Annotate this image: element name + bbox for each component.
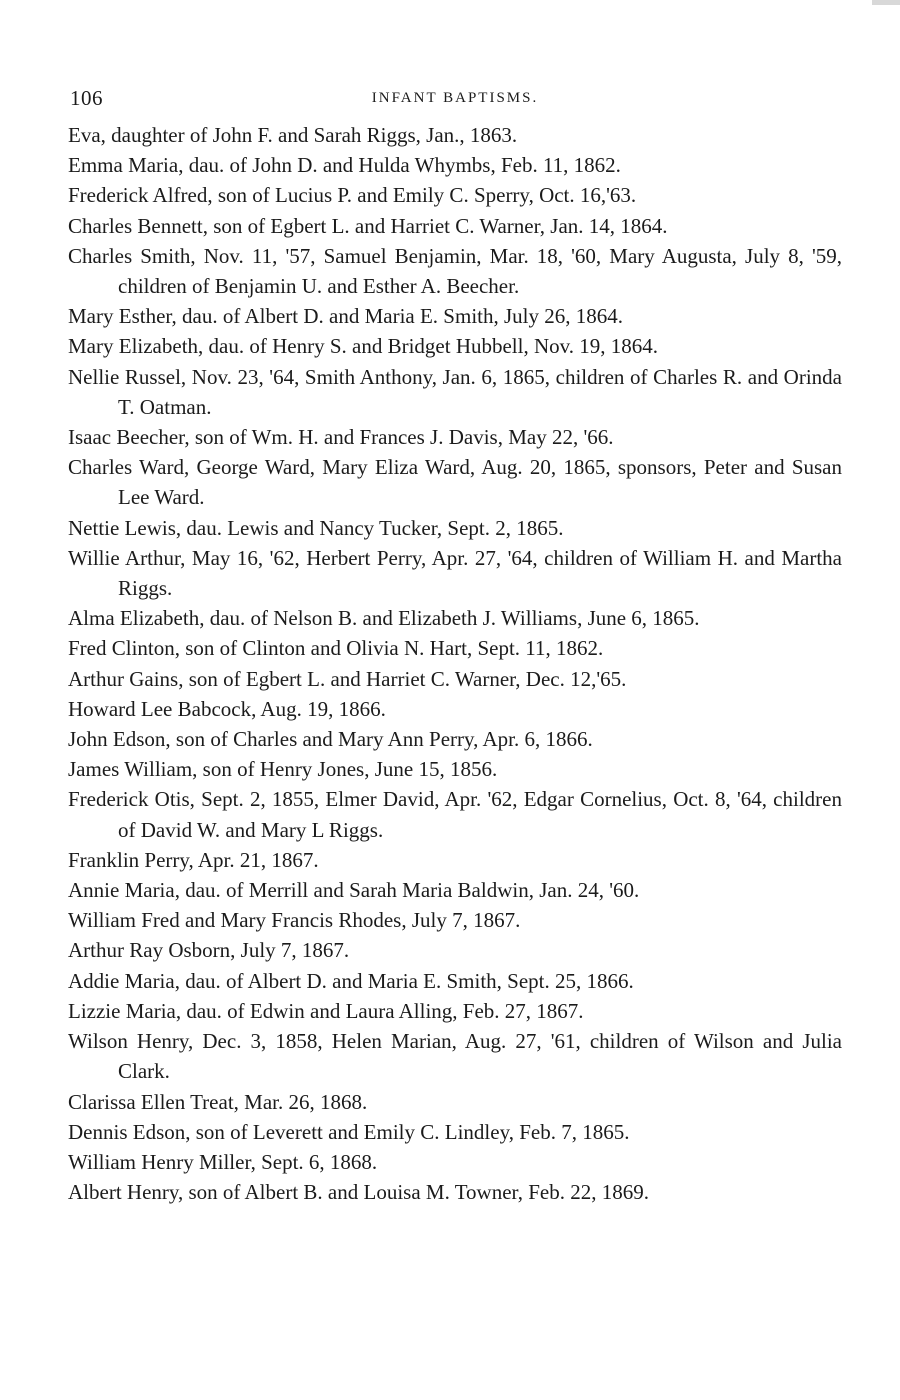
baptism-entry: Howard Lee Babcock, Aug. 19, 1866. bbox=[68, 696, 386, 721]
page-header bbox=[70, 86, 840, 116]
baptism-entry: Nellie Russel, Nov. 23, '64, Smith Anthony, Jan. 6, 1865, children of Charles R. and Orinda T. Oatman. bbox=[68, 364, 842, 419]
baptism-entry: Fred Clinton, son of Clinton and Olivia N. Hart, Sept. 11, 1862. bbox=[68, 636, 604, 661]
baptism-entry: Wilson Henry, Dec. 3, 1858, Helen Marian, Aug. 27, '61, children of Wilson and Julia Clark. bbox=[68, 1029, 842, 1084]
baptism-entry: Lizzie Maria, dau. of Edwin and Laura Alling, Feb. 27, 1867. bbox=[68, 998, 584, 1023]
baptism-entry: Dennis Edson, son of Leverett and Emily C. Lindley, Feb. 7, 1865. bbox=[68, 1119, 630, 1144]
baptism-entry: Charles Bennett, son of Egbert L. and Harriet C. Warner, Jan. 14, 1864. bbox=[68, 213, 668, 238]
baptism-entry: William Fred and Mary Francis Rhodes, July 7, 1867. bbox=[68, 908, 521, 933]
baptism-entry: Charles Ward, George Ward, Mary Eliza Ward, Aug. 20, 1865, sponsors, Peter and Susan Lee Ward. bbox=[68, 455, 842, 510]
baptism-entry: Emma Maria, dau. of John D. and Hulda Whymbs, Feb. 11, 1862. bbox=[68, 153, 621, 178]
baptism-entry: Frederick Alfred, son of Lucius P. and Emily C. Sperry, Oct. 16,'63. bbox=[68, 183, 637, 208]
baptism-entry: Addie Maria, dau. of Albert D. and Maria E. Smith, Sept. 25, 1866. bbox=[68, 968, 634, 993]
baptism-entry: Alma Elizabeth, dau. of Nelson B. and Elizabeth J. Williams, June 6, 1865. bbox=[68, 606, 700, 631]
baptism-entry: William Henry Miller, Sept. 6, 1868. bbox=[68, 1149, 378, 1174]
baptism-entry: Isaac Beecher, son of Wm. H. and Frances J. Davis, May 22, '66. bbox=[68, 425, 614, 450]
baptism-entry: Arthur Ray Osborn, July 7, 1867. bbox=[68, 938, 350, 963]
baptism-entry: James William, son of Henry Jones, June 15, 1856. bbox=[68, 757, 498, 782]
baptism-entry: Eva, daughter of John F. and Sarah Riggs, Jan., 1863. bbox=[68, 123, 518, 147]
running-head: INFANT BAPTISMS. bbox=[371, 90, 539, 106]
baptism-entry: Frederick Otis, Sept. 2, 1855, Elmer David, Apr. '62, Edgar Cornelius, Oct. 8, '64, children of David W. and Mary L Riggs. bbox=[68, 787, 842, 842]
baptism-entry: Mary Esther, dau. of Albert D. and Maria E. Smith, July 26, 1864. bbox=[68, 304, 623, 329]
baptism-entry: Nettie Lewis, dau. Lewis and Nancy Tucker, Sept. 2, 1865. bbox=[68, 515, 564, 540]
baptism-entry: Mary Elizabeth, dau. of Henry S. and Bridget Hubbell, Nov. 19, 1864. bbox=[68, 334, 659, 359]
baptism-entry: Arthur Gains, son of Egbert L. and Harriet C. Warner, Dec. 12,'65. bbox=[68, 666, 627, 691]
baptism-entry: John Edson, son of Charles and Mary Ann Perry, Apr. 6, 1866. bbox=[68, 727, 593, 752]
baptism-entry: Charles Smith, Nov. 11, '57, Samuel Benjamin, Mar. 18, '60, Mary Augusta, July 8, '59, children of Benjamin U. and Esther A. Beecher. bbox=[68, 243, 842, 299]
baptism-entry: Annie Maria, dau. of Merrill and Sarah Maria Baldwin, Jan. 24, '60. bbox=[68, 878, 640, 903]
baptism-entry: Willie Arthur, May 16, '62, Herbert Perry, Apr. 27, '64, children of William H. and Martha Riggs. bbox=[68, 545, 842, 601]
baptism-entry: Franklin Perry, Apr. 21, 1867. bbox=[68, 847, 319, 872]
page-number: 106 bbox=[70, 86, 103, 110]
baptism-entry: Albert Henry, son of Albert B. and Louisa M. Towner, Feb. 22, 1869. bbox=[68, 1180, 649, 1205]
baptism-entry: Clarissa Ellen Treat, Mar. 26, 1868. bbox=[68, 1089, 368, 1114]
scan-edge-mark bbox=[872, 0, 900, 5]
baptism-entry-list bbox=[68, 120, 842, 1207]
